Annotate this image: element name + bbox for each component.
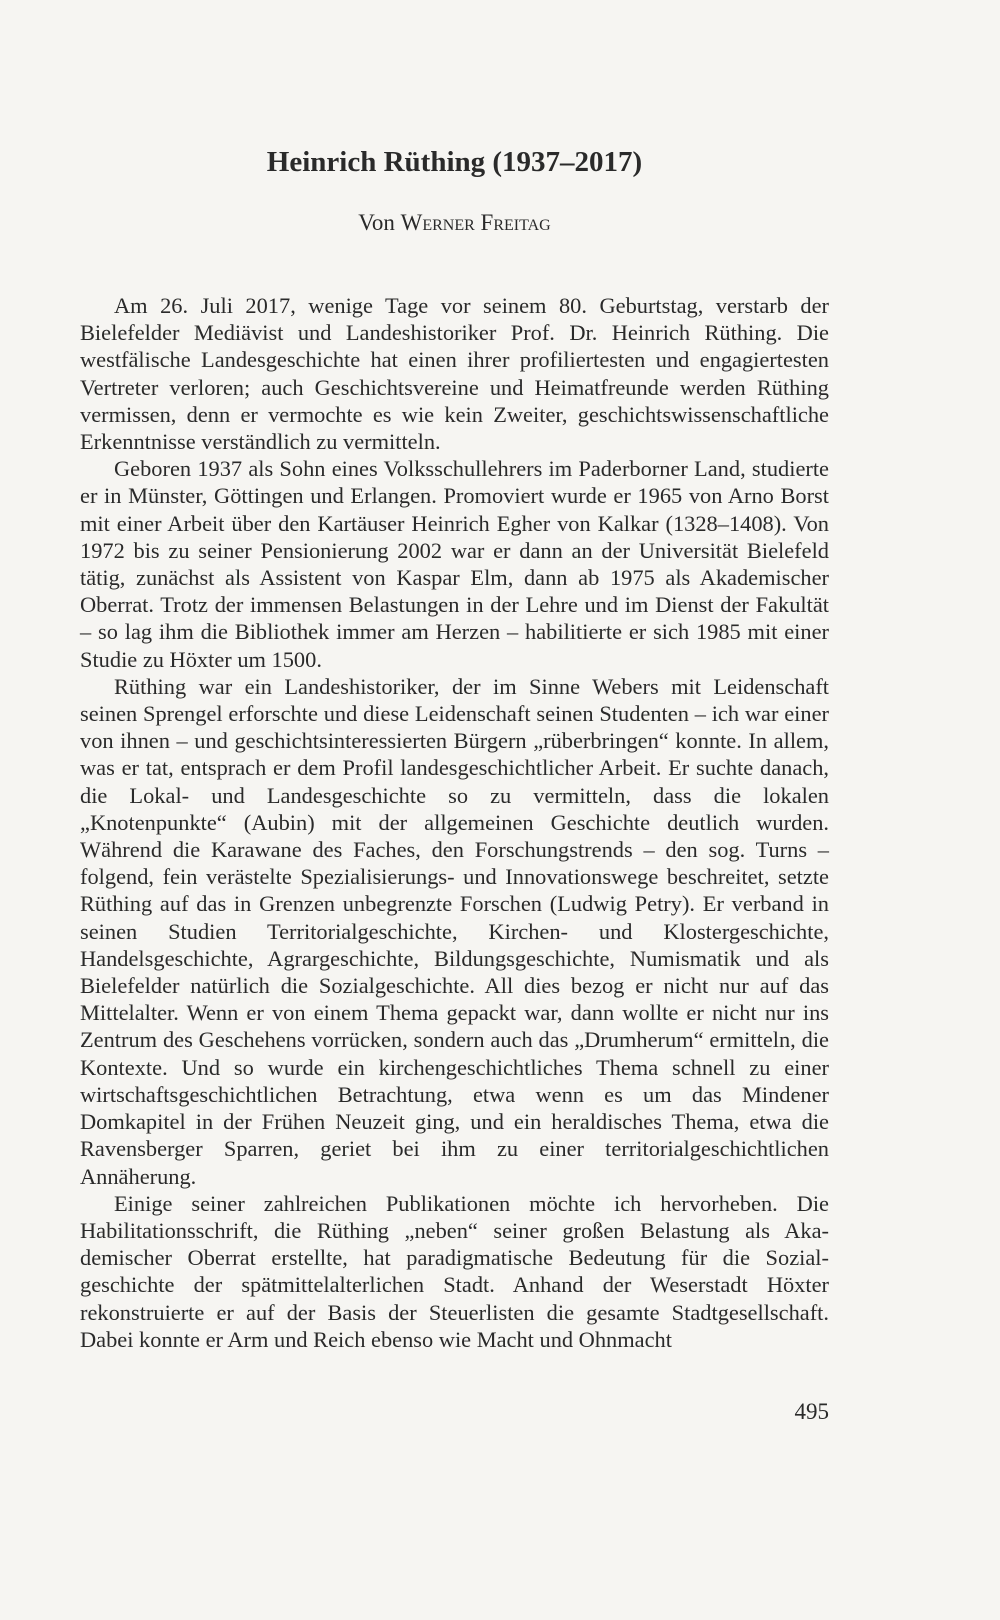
page-number: 495 <box>794 1399 829 1424</box>
paragraph-3: Rüthing war ein Landeshistoriker, der im Sinne Webers mit Leidenschaft seinen Sprengel erforschte und diese Leidenschaft seinen Studenten – ich war einer von ihnen – und geschichtsinteressierten Bürgern „rüberbringen“ konnte. In allem, was er tat, entsprach er dem Profil landesgeschichtlicher Arbeit. Er suchte danach, die Lokal- und Landesgeschichte so zu vermitteln, dass die lokalen „Knotenpunkte“ (Aubin) mit der allgemeinen Geschichte deutlich wurden. Während die Karawane des Faches, den Forschungstrends – den sog. Turns – folgend, fein verästelte Spezialisierungs- und Innovationswege beschreitet, setzte Rüthing auf das in Grenzen unbegrenzte Forschen (Ludwig Petry). Er verband in seinen Studien Territorialgeschichte, Kirchen- und Klostergeschichte, Handelsgeschichte, Agrargeschichte, Bildungsgeschichte, Numismatik und als Bielefelder natürlich die Sozialgeschichte. All dies bezog er nicht nur auf das Mittelalter. Wenn er von einem Thema gepackt war, dann wollte er nicht nur ins Zentrum des Geschehens vorrücken, sondern auch das „Drumherum“ ermitteln, die Kontexte. Und so wurde ein kirchengeschichtliches Thema schnell zu einer wirtschaftsgeschichtlichen Betrachtung, etwa wenn es um das Mindener Domkapitel in der Frühen Neuzeit ging, und ein heraldisches Thema, etwa die Ravensberger Sparren, geriet bei ihm zu einer territorialgeschichtlichen Annäherung. <box>80 673 829 1189</box>
author-name: Werner Freitag <box>400 210 551 235</box>
byline-prefix: Von <box>358 210 395 235</box>
paragraph-2: Geboren 1937 als Sohn eines Volksschullehrers im Paderborner Land, studierte er in Münster, Göttingen und Erlangen. Promoviert wurde er 1965 von Arno Borst mit einer Arbeit über den Kartäuser Heinrich Egher von Kalkar (1328–1408). Von 1972 bis zu seiner Pensionierung 2002 war er dann an der Universität Bielefeld tätig, zunächst als Assistent von Kaspar Elm, dann ab 1975 als Akademischer Oberrat. Trotz der immensen Belastungen in der Lehre und im Dienst der Fakultät – so lag ihm die Bibliothek immer am Herzen – habilitierte er sich 1985 mit einer Studie zu Höxter um 1500. <box>80 456 829 672</box>
paragraph-1: Am 26. Juli 2017, wenige Tage vor seinem 80. Geburtstag, verstarb der Bielefelder Mediävist und Landeshistoriker Prof. Dr. Heinrich Rüthing. Die westfälische Landesgeschichte hat einen ihrer profiliertesten und engagiertesten Vertreter verloren; auch Geschichtsvereine und Heimatfreunde werden Rüthing vermissen, denn er vermochte es wie kein Zweiter, geschichtswissenschaftliche Erkenntnisse verständlich zu vermitteln. <box>80 293 829 455</box>
article-byline <box>80 208 829 238</box>
paragraph-4: Einige seiner zahlreichen Publikationen möchte ich hervorheben. Die Habilitationsschrift, die Rüthing „neben“ seiner großen Belastung als Akademischer Oberrat erstellte, hat paradigmatische Bedeutung für die Sozialgeschichte der spätmittelalterlichen Stadt. Anhand der Weserstadt Höxter rekonstruierte er auf der Basis der Steuerlisten die gesamte Stadtgesellschaft. Dabei konnte er Arm und Reich ebenso wie Macht und Ohnmacht <box>80 1190 829 1352</box>
article-title: Heinrich Rüthing (1937–2017) <box>266 146 643 178</box>
article-body <box>80 292 829 1353</box>
